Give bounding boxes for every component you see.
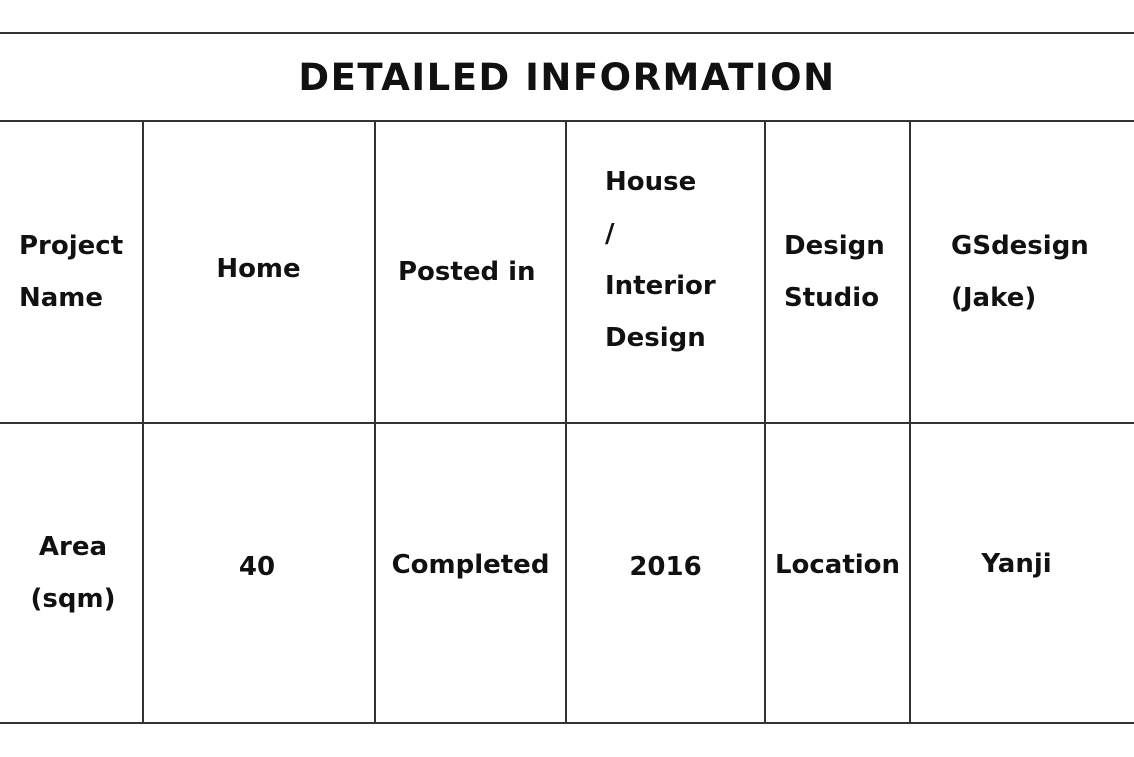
table-cell-value: Yanji (981, 548, 1052, 579)
table-cell-label: Location (774, 549, 901, 580)
table-cell-label: Area (sqm) (30, 531, 116, 614)
table-cell-value: 40 (238, 551, 276, 582)
table-cell-value: GSdesign (Jake) (951, 230, 1089, 313)
table-cell-label: Project Name (19, 230, 124, 313)
table-title: DETAILED INFORMATION (298, 55, 836, 99)
table-cell-value: 2016 (629, 551, 702, 582)
table-cell-value: House / Interior Design (605, 167, 716, 353)
table-bottom-rule (0, 722, 1134, 724)
table-cell-label: Design Studio (784, 230, 885, 313)
table-cell-label: Completed (391, 549, 550, 580)
table-cell-value: Home (216, 253, 301, 284)
table-cell-label: Posted in (398, 256, 536, 287)
